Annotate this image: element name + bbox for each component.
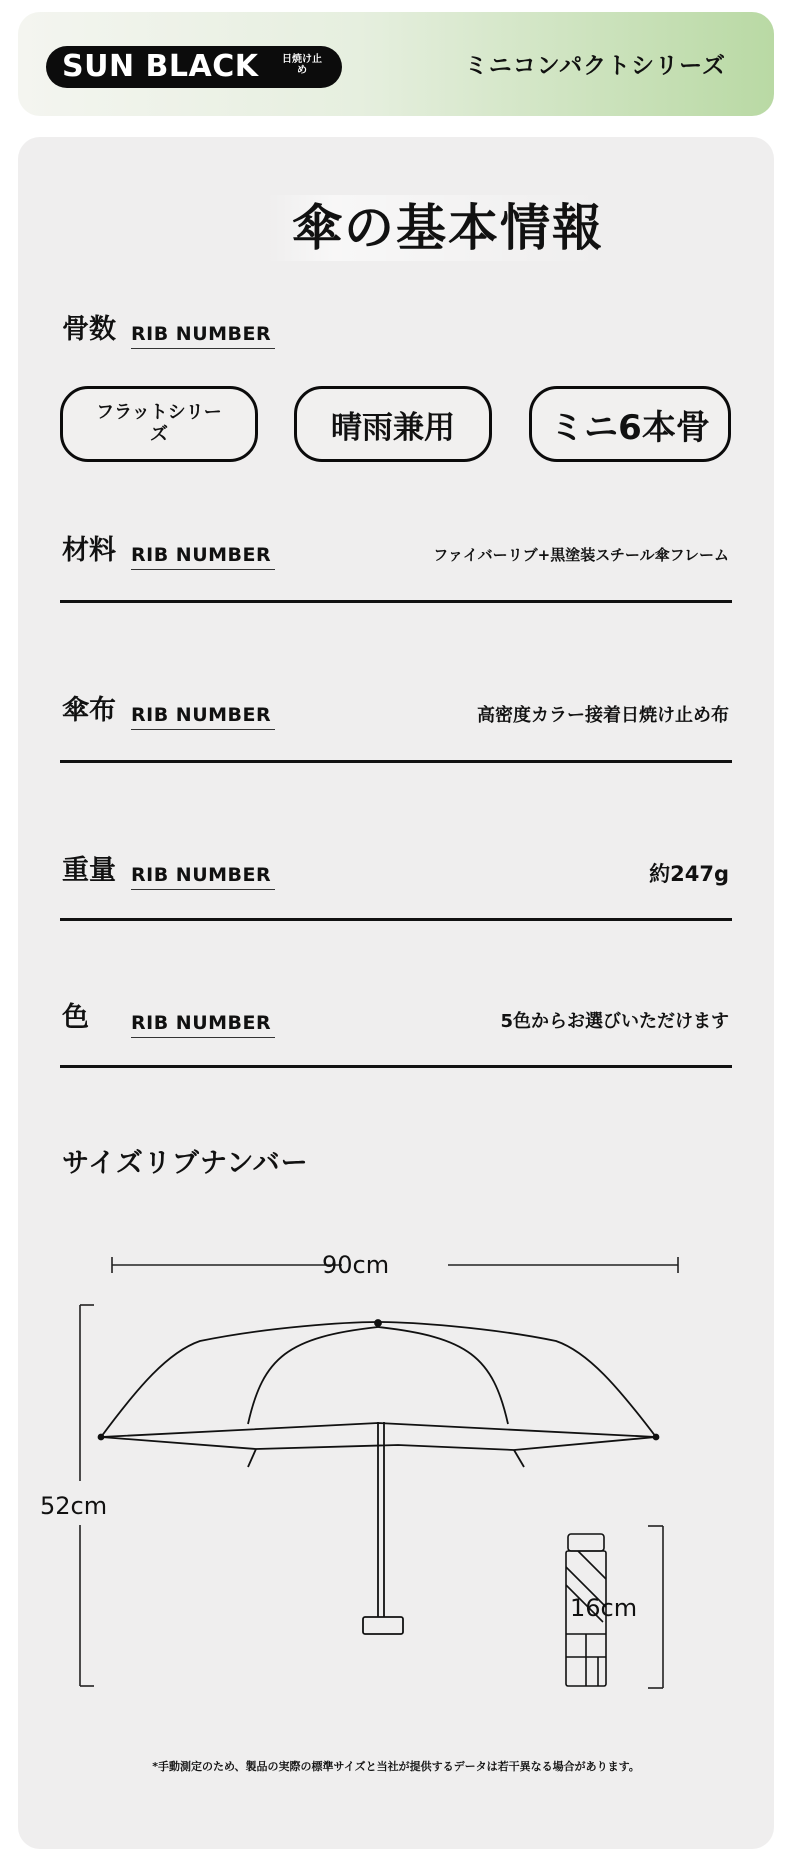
fabric-value: 高密度カラー接着日焼け止め布 <box>477 705 729 726</box>
color-sub-label: RIB NUMBER <box>131 1011 275 1038</box>
material-value: ファイバーリブ+黒塗装スチール傘フレーム <box>433 546 729 564</box>
umbrella-diagram <box>18 137 774 1849</box>
open-umbrella-icon <box>99 1320 659 1634</box>
pill-mini-six-ribs-text: ミニ6本骨 <box>550 407 710 448</box>
header-banner <box>18 12 774 116</box>
brand-name: SUN BLACK <box>62 49 259 84</box>
series-name: ミニコンパクトシリーズ <box>464 53 726 79</box>
ribs-label: 骨数 <box>62 314 116 345</box>
weight-label: 重量 <box>62 855 116 886</box>
brand-subtitle: 日焼け止め <box>282 54 322 76</box>
height-label: 52cm <box>40 1492 108 1520</box>
material-sub-label: RIB NUMBER <box>131 543 275 570</box>
folded-dimension-line <box>648 1526 663 1688</box>
pill-flat-series-text: フラットシリーズ <box>96 402 222 445</box>
pill-sun-rain-text: 晴雨兼用 <box>331 409 455 446</box>
ribs-sub-label: RIB NUMBER <box>131 322 275 349</box>
color-value: 5色からお選びいただけます <box>500 1011 729 1032</box>
weight-value: 約247g <box>649 862 729 886</box>
info-card <box>18 137 774 1849</box>
width-dimension-line <box>112 1257 678 1273</box>
brand-logo <box>46 46 342 88</box>
footnote: *手動測定のため、製品の実際の標準サイズと当社が提供するデータは若干異なる場合があります。 <box>152 1760 640 1773</box>
page-title: 傘の基本情報 <box>266 195 604 261</box>
width-label: 90cm <box>322 1251 390 1279</box>
fabric-sub-label: RIB NUMBER <box>131 703 275 730</box>
color-label: 色 <box>62 1002 89 1033</box>
folded-length-label: 16cm <box>570 1594 638 1622</box>
fabric-label: 傘布 <box>62 695 116 726</box>
weight-sub-label: RIB NUMBER <box>131 863 275 890</box>
material-label: 材料 <box>62 535 116 566</box>
size-heading: サイズリブナンバー <box>62 1148 309 1179</box>
